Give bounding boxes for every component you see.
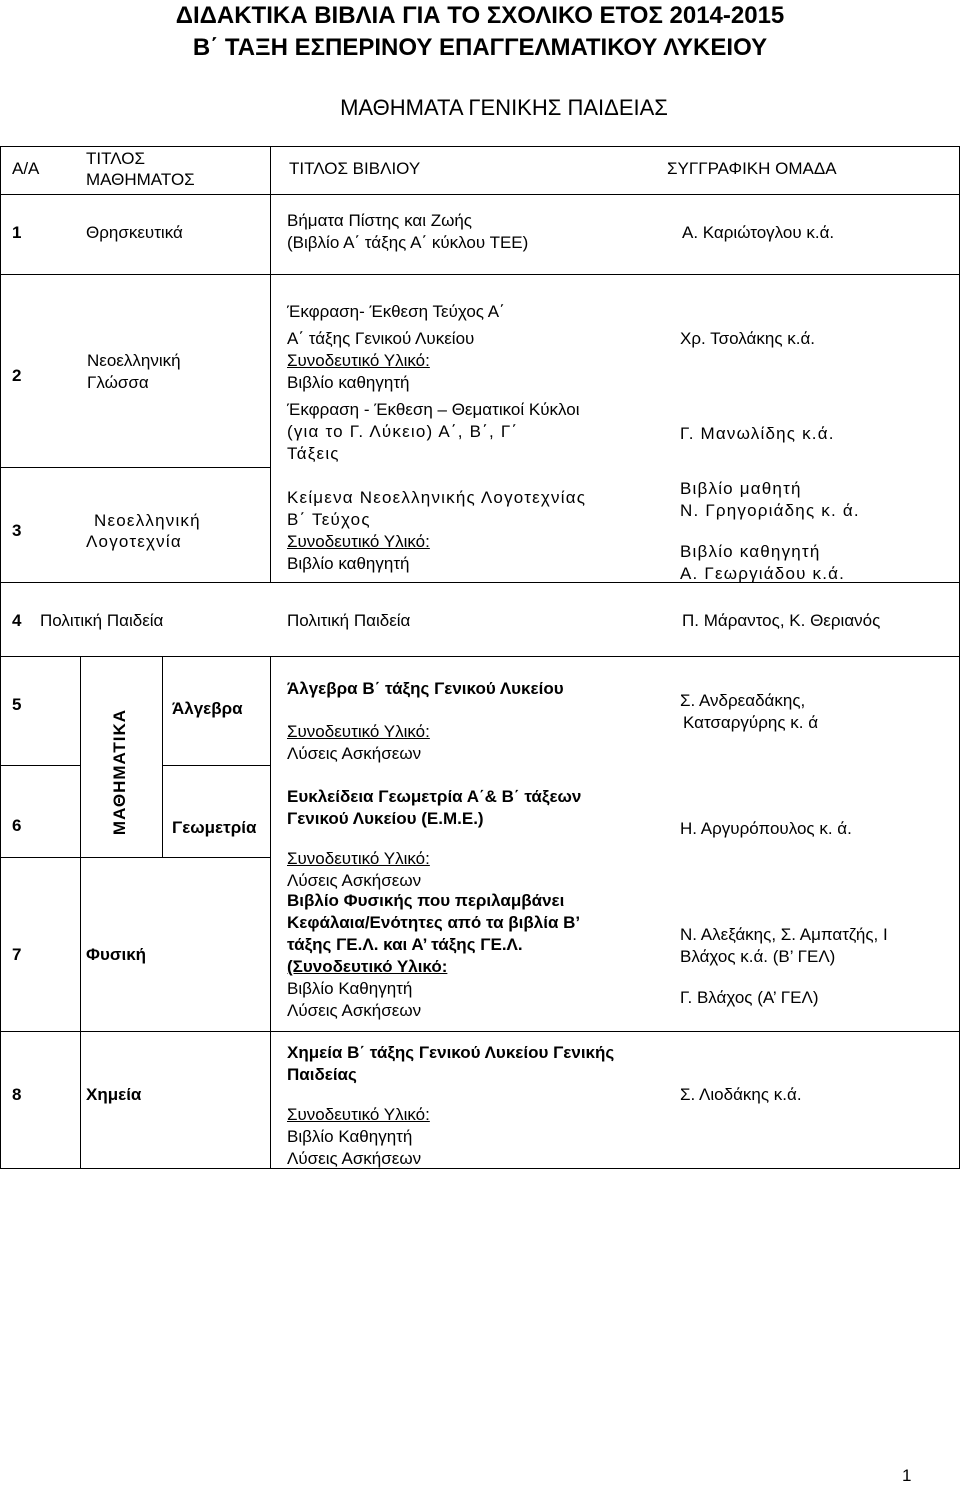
author-cell: Σ. Λιοδάκης κ.ά. (680, 1085, 802, 1104)
table-rule (0, 1168, 960, 1169)
table-rule (80, 656, 81, 1168)
subject-cell: Θρησκευτικά (86, 223, 183, 242)
table-rule (270, 146, 271, 582)
book-title: Λύσεις Ασκήσεων (287, 871, 422, 890)
book-title: Κεφάλαια/Ενότητες από τα βιβλία Β’ (287, 913, 581, 932)
row-number: 8 (12, 1085, 22, 1104)
row-number: 2 (12, 366, 22, 385)
book-title: (για το Γ. Λύκειο) Α΄, Β΄, Γ΄ (287, 422, 519, 441)
math-group-label: ΜΑΘΗΜΑΤΙΚΑ (110, 708, 129, 836)
section-title: ΜΑΘΗΜΑΤΑ ΓΕΝΙΚΗΣ ΠΑΙΔΕΙΑΣ (340, 95, 668, 120)
book-title: Λύσεις Ασκήσεων (287, 1001, 422, 1020)
book-title: Βιβλίο καθηγητή (287, 373, 410, 392)
column-header-subject: ΜΑΘΗΜΑΤΟΣ (86, 170, 195, 189)
table-rule (0, 146, 960, 147)
book-title: Βιβλίο καθηγητή (287, 554, 410, 573)
book-title: Γενικού Λυκείου (Ε.Μ.Ε.) (287, 809, 484, 828)
book-title: Β΄ Τεύχος (287, 510, 371, 529)
book-title: Τάξεις (287, 444, 340, 463)
book-title: Βιβλίο Καθηγητή (287, 979, 413, 998)
row-number: 4 (12, 611, 22, 630)
table-rule (162, 765, 270, 766)
companion-material-label: Συνοδευτικό Υλικό: (287, 351, 430, 370)
column-header-aa: Α/Α (12, 159, 40, 178)
book-title: Βιβλίο Φυσικής που περιλαμβάνει (287, 891, 565, 910)
author-cell: Ν. Γρηγοριάδης κ. ά. (680, 501, 860, 520)
row-number: 1 (12, 223, 22, 242)
author-cell: Βιβλίο καθηγητή (680, 542, 821, 561)
column-header-authors: ΣΥΓΓΡΑΦΙΚΗ ΟΜΑΔΑ (667, 159, 837, 178)
column-header-book: ΤΙΤΛΟΣ ΒΙΒΛΙΟΥ (289, 159, 421, 178)
author-cell: Σ. Ανδρεαδάκης, (680, 691, 806, 710)
table-rule (0, 467, 270, 468)
book-title: Κείμενα Νεοελληνικής Λογοτεχνίας (287, 488, 587, 507)
book-title: Έκφραση- Έκθεση Τεύχος Α΄ (287, 302, 505, 321)
book-title: Βιβλίο Καθηγητή (287, 1127, 413, 1146)
book-title: Έκφραση - Έκθεση – Θεματικοί Κύκλοι (287, 400, 580, 419)
row-number: 7 (12, 945, 22, 964)
author-cell: Ν. Αλεξάκης, Σ. Αμπατζής, Ι (680, 925, 888, 944)
author-cell: Χρ. Τσολάκης κ.ά. (680, 329, 816, 348)
subject-cell: Λογοτεχνία (86, 532, 182, 551)
subject-cell: Φυσική (86, 945, 147, 964)
author-cell: Π. Μάραντος, Κ. Θεριανός (682, 611, 881, 630)
document-title-line-1: ΔΙΔΑΚΤΙΚΑ ΒΙΒΛΙΑ ΓΙΑ ΤΟ ΣΧΟΛΙΚΟ ΕΤΟΣ 2014-2015 (175, 2, 785, 29)
table-rule (0, 656, 960, 657)
document-title-line-2: Β΄ ΤΑΞΗ ΕΣΠΕΡΙΝΟΥ ΕΠΑΓΓΕΛΜΑΤΙΚΟΥ ΛΥΚΕΙΟΥ (192, 34, 768, 61)
author-cell: Γ. Βλάχος (Α’ ΓΕΛ) (680, 988, 819, 1007)
book-title: Χημεία Β΄ τάξης Γενικού Λυκείου Γενικής (287, 1043, 615, 1062)
companion-material-label: Συνοδευτικό Υλικό: (287, 849, 430, 868)
subject-cell: Πολιτική Παιδεία (40, 611, 164, 630)
author-cell: Βλάχος κ.ά. (Β’ ΓΕΛ) (680, 947, 836, 966)
companion-material-label: (Συνοδευτικό Υλικό: (287, 957, 448, 976)
author-cell: Α. Γεωργιάδου κ.ά. (680, 564, 846, 583)
book-title: τάξης ΓΕ.Λ. και Α’ τάξης ΓΕ.Λ. (287, 935, 523, 954)
subject-cell: Νεοελληνική (87, 351, 181, 370)
subject-cell: Χημεία (86, 1085, 142, 1104)
row-number: 3 (12, 521, 22, 540)
table-rule (80, 857, 270, 858)
table-rule (0, 194, 960, 195)
author-cell: Α. Καριώτογλου κ.ά. (682, 223, 835, 242)
book-title: (Βιβλίο Α΄ τάξης Α΄ κύκλου ΤΕΕ) (287, 233, 529, 252)
author-cell: Βιβλίο μαθητή (680, 479, 802, 498)
row-number: 5 (12, 695, 22, 714)
column-header-subject: ΤΙΤΛΟΣ (86, 149, 145, 168)
table-rule (270, 656, 271, 1168)
companion-material-label: Συνοδευτικό Υλικό: (287, 1105, 430, 1124)
author-cell: Κατσαργύρης κ. ά (683, 713, 819, 732)
book-title: Βήματα Πίστης και Ζωής (287, 211, 472, 230)
page-number: 1 (902, 1466, 912, 1485)
book-title: Ευκλείδεια Γεωμετρία Α΄& Β΄ τάξεων (287, 787, 582, 806)
book-title: Παιδείας (287, 1065, 357, 1084)
row-number: 6 (12, 816, 22, 835)
table-rule (0, 857, 80, 858)
table-rule (0, 1031, 960, 1032)
subject-cell: Γεωμετρία (172, 818, 257, 837)
subject-cell: Νεοελληνική (94, 511, 201, 530)
subject-cell: Γλώσσα (87, 373, 149, 392)
book-title: Α΄ τάξης Γενικού Λυκείου (287, 329, 475, 348)
book-title: Πολιτική Παιδεία (287, 611, 411, 630)
companion-material-label: Συνοδευτικό Υλικό: (287, 722, 430, 741)
book-title: Λύσεις Ασκήσεων (287, 1149, 422, 1168)
table-rule (162, 656, 163, 857)
author-cell: Γ. Μανωλίδης κ.ά. (680, 424, 835, 443)
book-title: Άλγεβρα Β΄ τάξης Γενικού Λυκείου (287, 679, 564, 698)
table-rule (0, 765, 80, 766)
companion-material-label: Συνοδευτικό Υλικό: (287, 532, 430, 551)
book-title: Λύσεις Ασκήσεων (287, 744, 422, 763)
table-rule (0, 146, 1, 1168)
author-cell: Η. Αργυρόπουλος κ. ά. (680, 819, 852, 838)
subject-cell: Άλγεβρα (172, 699, 243, 718)
table-rule (0, 274, 960, 275)
